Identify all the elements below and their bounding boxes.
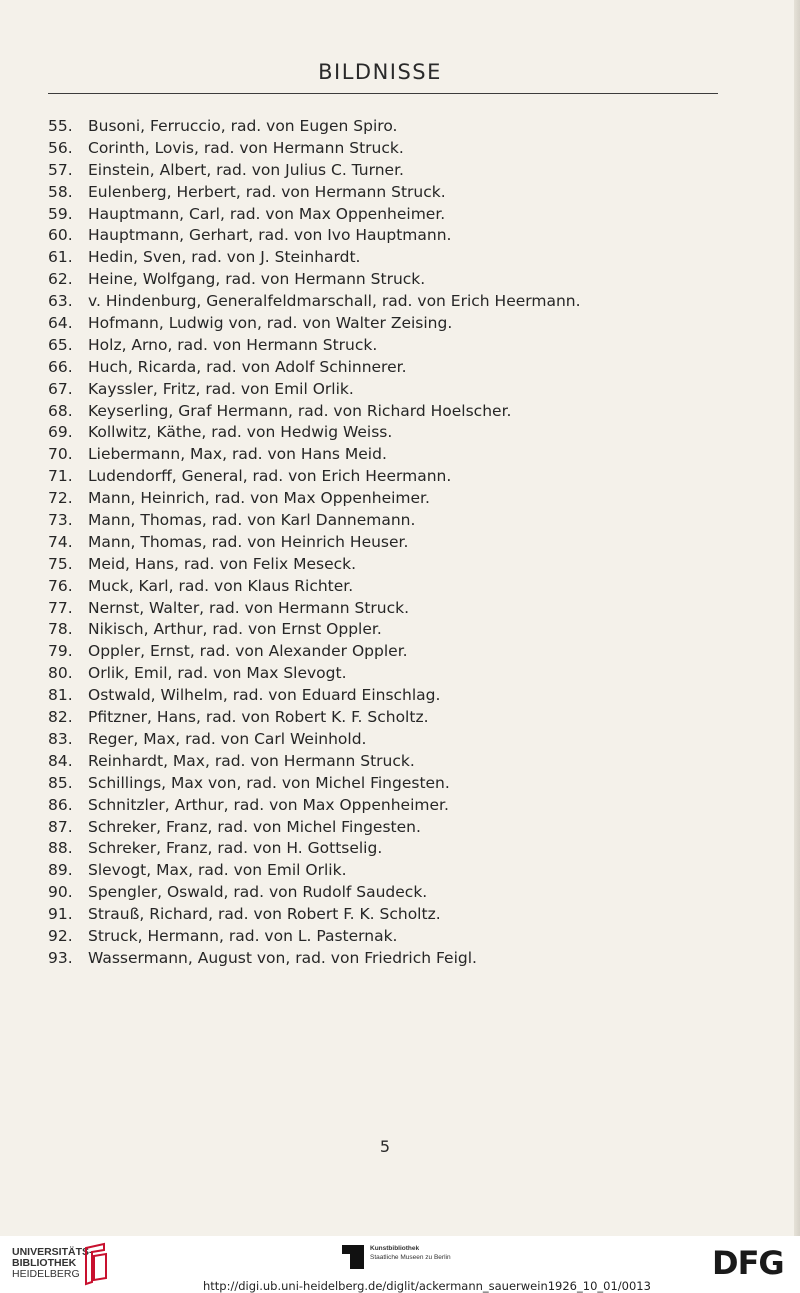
list-item xyxy=(48,773,581,795)
list-item xyxy=(48,466,581,488)
list-item xyxy=(48,138,581,160)
entry-text: Pfitzner, Hans, rad. von Robert K. F. Scholtz. xyxy=(88,708,429,727)
entry-number: 69. xyxy=(48,423,73,442)
entry-text: Hauptmann, Carl, rad. von Max Oppenheimer. xyxy=(88,204,446,223)
list-item xyxy=(48,510,581,532)
list-item xyxy=(48,554,581,576)
list-item xyxy=(48,488,581,510)
logo-line: BIBLIOTHEK xyxy=(12,1257,77,1269)
entry-number: 59. xyxy=(48,204,73,223)
entry-text: Nernst, Walter, rad. von Hermann Struck. xyxy=(88,598,410,617)
page-title: BILDNISSE xyxy=(318,60,442,84)
entry-number: 88. xyxy=(48,839,73,858)
entry-number: 87. xyxy=(48,817,73,836)
list-item xyxy=(48,882,581,904)
entry-number: 84. xyxy=(48,751,73,770)
list-item xyxy=(48,860,581,882)
list-item xyxy=(48,313,581,335)
entry-number: 83. xyxy=(48,729,73,748)
university-library-mark-icon xyxy=(78,1242,112,1286)
entry-number: 82. xyxy=(48,708,73,727)
page-edge-shadow xyxy=(794,0,800,1236)
list-item xyxy=(48,444,581,466)
entry-text: Struck, Hermann, rad. von L. Pasternak. xyxy=(88,926,398,945)
entry-number: 92. xyxy=(48,926,73,945)
list-item xyxy=(48,685,581,707)
list-item xyxy=(48,838,581,860)
entry-number: 55. xyxy=(48,117,73,135)
list-item xyxy=(48,291,581,313)
logo-line: UNIVERSITÄTS- xyxy=(12,1246,93,1258)
entry-number: 71. xyxy=(48,467,73,486)
source-url-link[interactable]: http://digi.ub.uni-heidelberg.de/diglit/ackermann_sauerwein1926_10_01/0013 xyxy=(203,1279,651,1293)
entry-text: Busoni, Ferruccio, rad. von Eugen Spiro. xyxy=(88,117,398,135)
entry-text: v. Hindenburg, Generalfeldmarschall, rad. von Erich Heermann. xyxy=(88,292,581,311)
list-item xyxy=(48,335,581,357)
entry-number: 66. xyxy=(48,357,73,376)
entry-number: 60. xyxy=(48,226,73,245)
entry-number: 76. xyxy=(48,576,73,595)
page-number: 5 xyxy=(379,1137,391,1156)
entry-text: Reger, Max, rad. von Carl Weinhold. xyxy=(88,729,367,748)
entry-number: 72. xyxy=(48,489,73,508)
entry-text: Keyserling, Graf Hermann, rad. von Richard Hoelscher. xyxy=(88,401,512,420)
entry-text: Schreker, Franz, rad. von Michel Fingesten. xyxy=(88,817,421,836)
entry-number: 70. xyxy=(48,445,73,464)
entry-text: Heine, Wolfgang, rad. von Hermann Struck. xyxy=(88,270,426,289)
kunstbibliothek-mark-icon xyxy=(342,1245,364,1269)
entry-text: Huch, Ricarda, rad. von Adolf Schinnerer. xyxy=(88,357,407,376)
entry-number: 73. xyxy=(48,511,73,530)
entry-number: 62. xyxy=(48,270,73,289)
entry-text: Oppler, Ernst, rad. von Alexander Oppler. xyxy=(88,642,408,661)
entry-number: 61. xyxy=(48,248,73,267)
list-item xyxy=(48,641,581,663)
digitization-footer xyxy=(0,1236,800,1293)
entry-text: Meid, Hans, rad. von Felix Meseck. xyxy=(88,554,357,573)
entry-text: Holz, Arno, rad. von Hermann Struck. xyxy=(88,335,378,354)
entry-number: 77. xyxy=(48,598,73,617)
list-item xyxy=(48,795,581,817)
title-divider xyxy=(48,93,718,94)
kunstbibliothek-logo[interactable] xyxy=(370,1244,451,1262)
list-item xyxy=(48,160,581,182)
list-item xyxy=(48,707,581,729)
entry-text: Mann, Heinrich, rad. von Max Oppenheimer. xyxy=(88,489,430,508)
entry-text: Spengler, Oswald, rad. von Rudolf Saudeck. xyxy=(88,883,428,902)
list-item xyxy=(48,663,581,685)
entry-text: Ludendorff, General, rad. von Erich Heermann. xyxy=(88,467,452,486)
entry-number: 81. xyxy=(48,686,73,705)
entry-text: Orlik, Emil, rad. von Max Slevogt. xyxy=(88,664,347,683)
entry-text: Eulenberg, Herbert, rad. von Hermann Struck. xyxy=(88,182,446,201)
list-item xyxy=(48,182,581,204)
list-item xyxy=(48,204,581,226)
entry-number: 74. xyxy=(48,532,73,551)
list-item xyxy=(48,751,581,773)
entry-text: Nikisch, Arthur, rad. von Ernst Oppler. xyxy=(88,620,382,639)
entry-text: Corinth, Lovis, rad. von Hermann Struck. xyxy=(88,138,404,157)
entry-number: 56. xyxy=(48,138,73,157)
entry-number: 58. xyxy=(48,182,73,201)
list-item xyxy=(48,357,581,379)
entry-number: 89. xyxy=(48,861,73,880)
entry-number: 93. xyxy=(48,948,73,967)
list-item xyxy=(48,619,581,641)
list-item xyxy=(48,225,581,247)
entry-number: 63. xyxy=(48,292,73,311)
portrait-list xyxy=(48,116,581,970)
entry-text: Ostwald, Wilhelm, rad. von Eduard Einschlag. xyxy=(88,686,441,705)
entry-text: Hedin, Sven, rad. von J. Steinhardt. xyxy=(88,248,361,267)
entry-number: 78. xyxy=(48,620,73,639)
entry-text: Mann, Thomas, rad. von Heinrich Heuser. xyxy=(88,532,409,551)
entry-number: 80. xyxy=(48,664,73,683)
entry-text: Kayssler, Fritz, rad. von Emil Orlik. xyxy=(88,379,354,398)
list-item xyxy=(48,598,581,620)
list-item xyxy=(48,729,581,751)
list-item xyxy=(48,269,581,291)
logo-line: Kunstbibliothek xyxy=(370,1245,420,1252)
entry-number: 57. xyxy=(48,160,73,179)
entry-text: Schnitzler, Arthur, rad. von Max Oppenheimer. xyxy=(88,795,449,814)
list-item xyxy=(48,926,581,948)
entry-number: 68. xyxy=(48,401,73,420)
entry-text: Einstein, Albert, rad. von Julius C. Turner. xyxy=(88,160,404,179)
entry-text: Schillings, Max von, rad. von Michel Fingesten. xyxy=(88,773,450,792)
entry-number: 75. xyxy=(48,554,73,573)
list-item xyxy=(48,948,581,970)
entry-number: 79. xyxy=(48,642,73,661)
entry-text: Wassermann, August von, rad. von Friedrich Feigl. xyxy=(88,948,477,967)
entry-number: 85. xyxy=(48,773,73,792)
list-item xyxy=(48,576,581,598)
list-item xyxy=(48,401,581,423)
entry-text: Slevogt, Max, rad. von Emil Orlik. xyxy=(88,861,347,880)
entry-text: Strauß, Richard, rad. von Robert F. K. Scholtz. xyxy=(88,905,441,924)
logo-line: Staatliche Museen zu Berlin xyxy=(370,1254,451,1261)
list-item xyxy=(48,247,581,269)
entry-text: Kollwitz, Käthe, rad. von Hedwig Weiss. xyxy=(88,423,393,442)
logo-line: HEIDELBERG xyxy=(12,1268,80,1280)
list-item xyxy=(48,379,581,401)
entry-number: 65. xyxy=(48,335,73,354)
entry-text: Hofmann, Ludwig von, rad. von Walter Zeising. xyxy=(88,314,453,333)
entry-text: Liebermann, Max, rad. von Hans Meid. xyxy=(88,445,387,464)
entry-text: Reinhardt, Max, rad. von Hermann Struck. xyxy=(88,751,415,770)
entry-text: Muck, Karl, rad. von Klaus Richter. xyxy=(88,576,354,595)
list-item xyxy=(48,817,581,839)
entry-text: Mann, Thomas, rad. von Karl Dannemann. xyxy=(88,511,416,530)
entry-text: Hauptmann, Gerhart, rad. von Ivo Hauptmann. xyxy=(88,226,452,245)
entry-text: Schreker, Franz, rad. von H. Gottselig. xyxy=(88,839,383,858)
entry-number: 67. xyxy=(48,379,73,398)
list-item xyxy=(48,116,581,138)
entry-number: 64. xyxy=(48,314,73,333)
entry-number: 91. xyxy=(48,905,73,924)
list-item xyxy=(48,532,581,554)
list-item xyxy=(48,904,581,926)
entry-number: 90. xyxy=(48,883,73,902)
dfg-logo[interactable]: DFG xyxy=(712,1244,784,1282)
list-item xyxy=(48,422,581,444)
entry-number: 86. xyxy=(48,795,73,814)
